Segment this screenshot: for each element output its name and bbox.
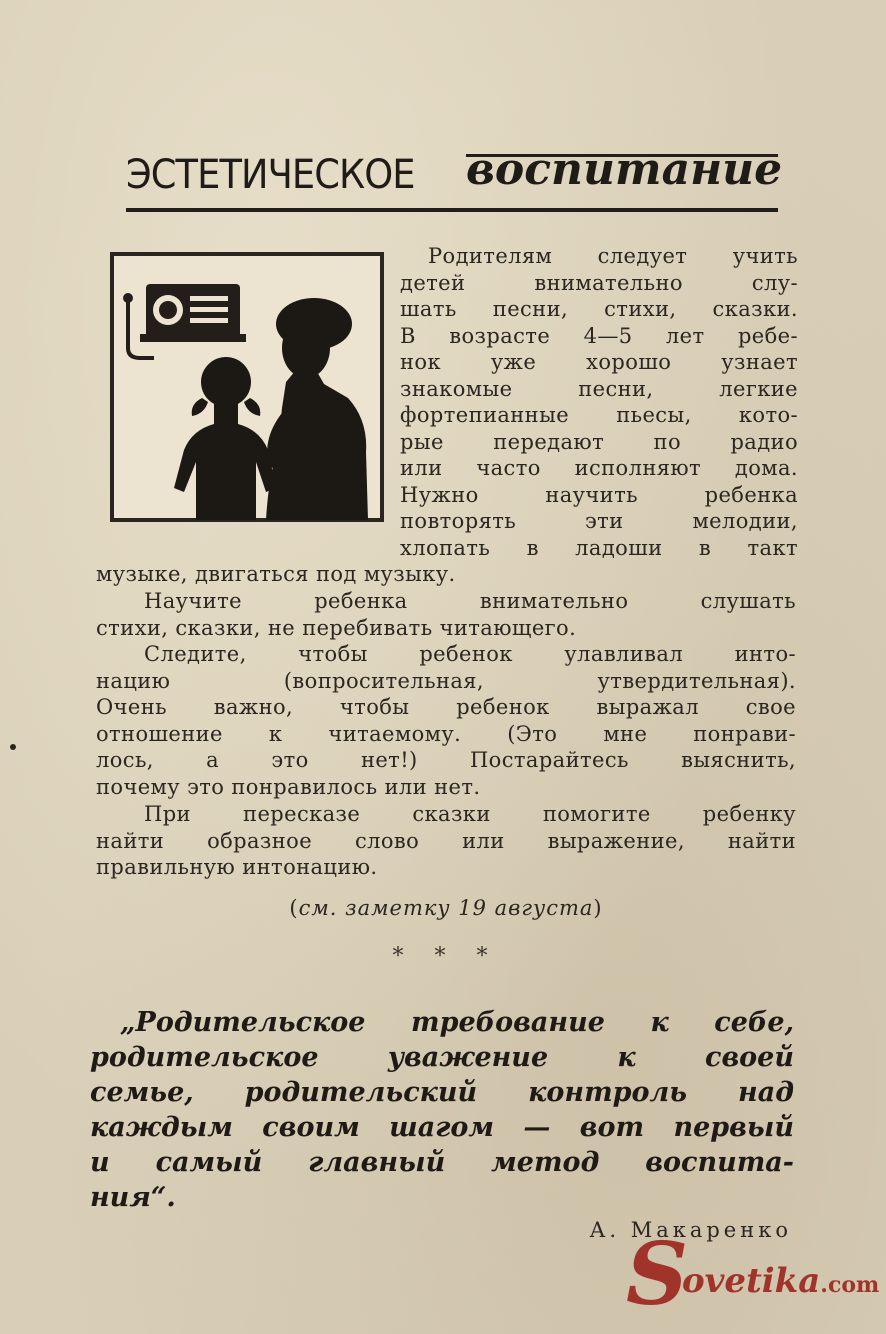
- ref-text: см. заметку 19 августа: [298, 896, 594, 920]
- watermark-name: ovetika: [682, 1261, 821, 1301]
- quote-line: „Родительское требование к себе,: [120, 1007, 794, 1038]
- text-line: Нужно научить ребенка: [400, 482, 798, 507]
- text-line: отношение к читаемому. (Это мне понрави-: [96, 721, 796, 746]
- paragraph-4: [96, 801, 796, 881]
- text-line: детей внимательно слу-: [400, 270, 798, 295]
- section-separator: * * *: [392, 944, 500, 969]
- quote-line: ния“.: [90, 1182, 176, 1213]
- text-line: шать песни, стихи, сказки.: [400, 297, 798, 321]
- text-line: В возрасте 4—5 лет ребе-: [400, 323, 798, 348]
- text-line: При пересказе сказки помогите ребенку: [144, 802, 796, 826]
- heading-plain-text: ЭСТЕТИЧЕСКОЕ: [126, 152, 415, 198]
- text-line: Родителям следует учить: [428, 244, 798, 268]
- makarenko-quote: [90, 1005, 794, 1215]
- text-line: почему это понравилось или нет.: [96, 774, 481, 799]
- heading-script-text: воспитание: [466, 144, 783, 195]
- watermark-initial: S: [626, 1224, 689, 1325]
- text-line: или часто исполняют дома.: [400, 456, 798, 480]
- text-line: лось, а это нет!) Постарайтесь выяснить,: [96, 748, 796, 772]
- text-line: музыке, двигаться под музыку.: [96, 562, 456, 586]
- heading-bottom-rule: [126, 208, 778, 212]
- text-line: повторять эти мелодии,: [400, 509, 798, 533]
- cross-reference: [96, 896, 796, 920]
- text-line: Очень важно, чтобы ребенок выражал свое: [96, 695, 796, 719]
- wrapped-paragraph: [400, 243, 798, 561]
- ink-spot: [10, 744, 16, 750]
- text-line: фортепианные пьесы, кото-: [400, 403, 798, 427]
- text-line: правильную интонацию.: [96, 855, 378, 879]
- ref-close: ): [593, 896, 603, 920]
- paragraph-3: [96, 641, 796, 800]
- quote-author: А. Макаренко: [589, 1218, 792, 1242]
- text-line: нацию (вопросительная, утвердительная).: [96, 668, 796, 693]
- text-line: рые передают по радио: [400, 429, 798, 454]
- paragraph-1-end: [96, 561, 796, 588]
- text-line: Научите ребенка внимательно слушать: [144, 589, 796, 613]
- quote-line: семье, родительский контроль над: [90, 1077, 794, 1108]
- text-line: хлопать в ладоши в такт: [400, 535, 798, 560]
- text-line: нок уже хорошо узнает: [400, 350, 798, 374]
- text-line: найти образное слово или выражение, найти: [96, 828, 796, 853]
- quote-line: родительское уважение к своей: [90, 1042, 794, 1073]
- ref-open: (: [289, 896, 299, 920]
- quote-line: и самый главный метод воспита-: [90, 1147, 794, 1178]
- text-line: стихи, сказки, не перебивать читающего.: [96, 615, 577, 640]
- page-heading: [126, 144, 783, 218]
- paragraph-2: [96, 588, 796, 641]
- text-line: знакомые песни, легкие: [400, 376, 798, 401]
- watermark-domain: .com: [820, 1272, 880, 1298]
- quote-line: каждым своим шагом — вот первый: [90, 1112, 794, 1143]
- mother-daughter-radio-illustration: [110, 252, 384, 522]
- text-line: Следите, чтобы ребенок улавливал инто-: [144, 642, 796, 666]
